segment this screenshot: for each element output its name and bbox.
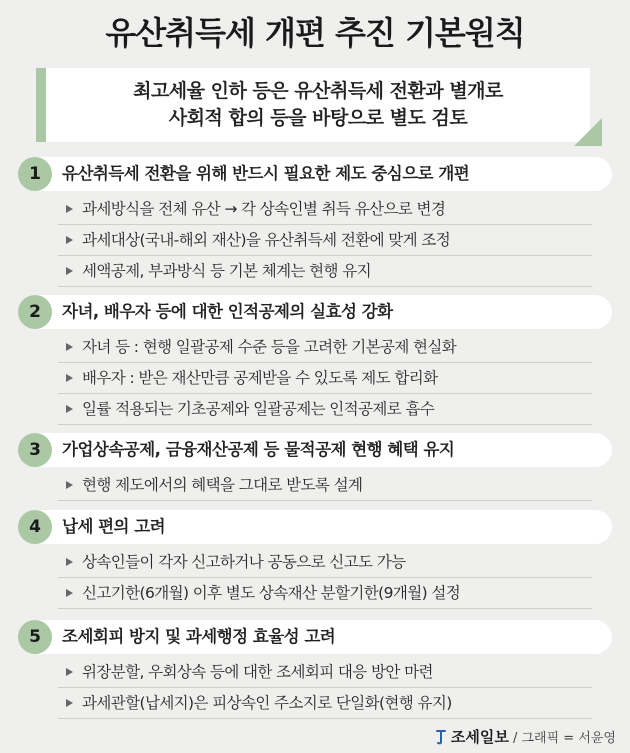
section-title: 유산취득세 전환을 위해 반드시 필요한 제도 중심으로 개편 bbox=[62, 164, 470, 183]
page-title: 유산취득세 개편 추진 기본원칙 bbox=[105, 14, 525, 52]
section-header bbox=[18, 620, 612, 654]
bullet-triangle-icon bbox=[66, 558, 73, 566]
item-text: 신고기한(6개월) 이후 별도 상속재산 분할기한(9개월) 설정 bbox=[82, 584, 461, 602]
item-text: 세액공제, 부과방식 등 기본 체계는 현행 유지 bbox=[82, 262, 372, 280]
list-item bbox=[58, 547, 592, 578]
section-title: 납세 편의 고려 bbox=[62, 517, 166, 536]
bullet-triangle-icon bbox=[66, 668, 73, 676]
item-text: 배우자 : 받은 재산만큼 공제받을 수 있도록 제도 합리화 bbox=[82, 369, 438, 387]
section-2 bbox=[18, 295, 612, 425]
subtitle-line-2: 사회적 합의 등을 바탕으로 별도 검토 bbox=[168, 107, 468, 129]
bullet-triangle-icon bbox=[66, 481, 73, 489]
section-4 bbox=[18, 510, 612, 609]
brand-logo-icon bbox=[435, 729, 447, 745]
list-item bbox=[58, 657, 592, 688]
list-item bbox=[58, 688, 592, 719]
section-number: 5 bbox=[18, 620, 52, 654]
bullet-triangle-icon bbox=[66, 405, 73, 413]
section-1 bbox=[18, 157, 612, 287]
bullet-triangle-icon bbox=[66, 589, 73, 597]
section-number: 4 bbox=[18, 510, 52, 544]
section-items bbox=[58, 547, 612, 609]
bullet-triangle-icon bbox=[66, 343, 73, 351]
section-number: 2 bbox=[18, 295, 52, 329]
section-items bbox=[58, 657, 612, 719]
subtitle-box bbox=[36, 68, 590, 142]
section-title: 조세회피 방지 및 과세행정 효율성 고려 bbox=[62, 627, 336, 646]
section-header bbox=[18, 510, 612, 544]
section-header bbox=[18, 157, 612, 191]
bullet-triangle-icon bbox=[66, 374, 73, 382]
section-5 bbox=[18, 620, 612, 719]
item-text: 과세방식을 전체 유산 → 각 상속인별 취득 유산으로 변경 bbox=[82, 200, 446, 218]
bullet-triangle-icon bbox=[66, 267, 73, 275]
item-text: 과세관할(납세지)은 피상속인 주소지로 단일화(현행 유지) bbox=[82, 694, 452, 712]
bullet-triangle-icon bbox=[66, 205, 73, 213]
list-item bbox=[58, 394, 592, 425]
list-item bbox=[58, 256, 592, 287]
section-items bbox=[58, 332, 612, 425]
list-item bbox=[58, 225, 592, 256]
section-header bbox=[18, 433, 612, 467]
list-item bbox=[58, 578, 592, 609]
section-items bbox=[58, 194, 612, 287]
section-3 bbox=[18, 433, 612, 501]
footer-credit-text: / 그래픽 = 서윤영 bbox=[508, 731, 616, 746]
list-item bbox=[58, 194, 592, 225]
bullet-triangle-icon bbox=[66, 236, 73, 244]
section-number: 1 bbox=[18, 157, 52, 191]
item-text: 자녀 등 : 현행 일괄공제 수준 등을 고려한 기본공제 현실화 bbox=[82, 338, 457, 356]
section-items bbox=[58, 470, 612, 501]
section-title: 가업상속공제, 금융재산공제 등 물적공제 현행 혜택 유지 bbox=[62, 440, 455, 459]
section-title: 자녀, 배우자 등에 대한 인적공제의 실효성 강화 bbox=[62, 302, 393, 321]
section-header bbox=[18, 295, 612, 329]
item-text: 일률 적용되는 기초공제와 일괄공제는 인적공제로 흡수 bbox=[82, 400, 435, 418]
footer-brand: 조세일보 bbox=[450, 728, 509, 746]
list-item bbox=[58, 470, 592, 501]
list-item bbox=[58, 363, 592, 394]
section-number: 3 bbox=[18, 433, 52, 467]
item-text: 상속인들이 각자 신고하거나 공동으로 신고도 가능 bbox=[82, 553, 406, 571]
footer-credit bbox=[435, 726, 616, 747]
list-item bbox=[58, 332, 592, 363]
bullet-triangle-icon bbox=[66, 699, 73, 707]
item-text: 위장분할, 우회상속 등에 대한 조세회피 대응 방안 마련 bbox=[82, 663, 433, 681]
subtitle-text bbox=[46, 78, 590, 132]
item-text: 현행 제도에서의 혜택을 그대로 받도록 설계 bbox=[82, 476, 363, 494]
item-text: 과세대상(국내-해외 재산)을 유산취득세 전환에 맞게 조정 bbox=[82, 231, 451, 249]
subtitle-line-1: 최고세율 인하 등은 유산취득세 전환과 별개로 bbox=[133, 80, 503, 102]
